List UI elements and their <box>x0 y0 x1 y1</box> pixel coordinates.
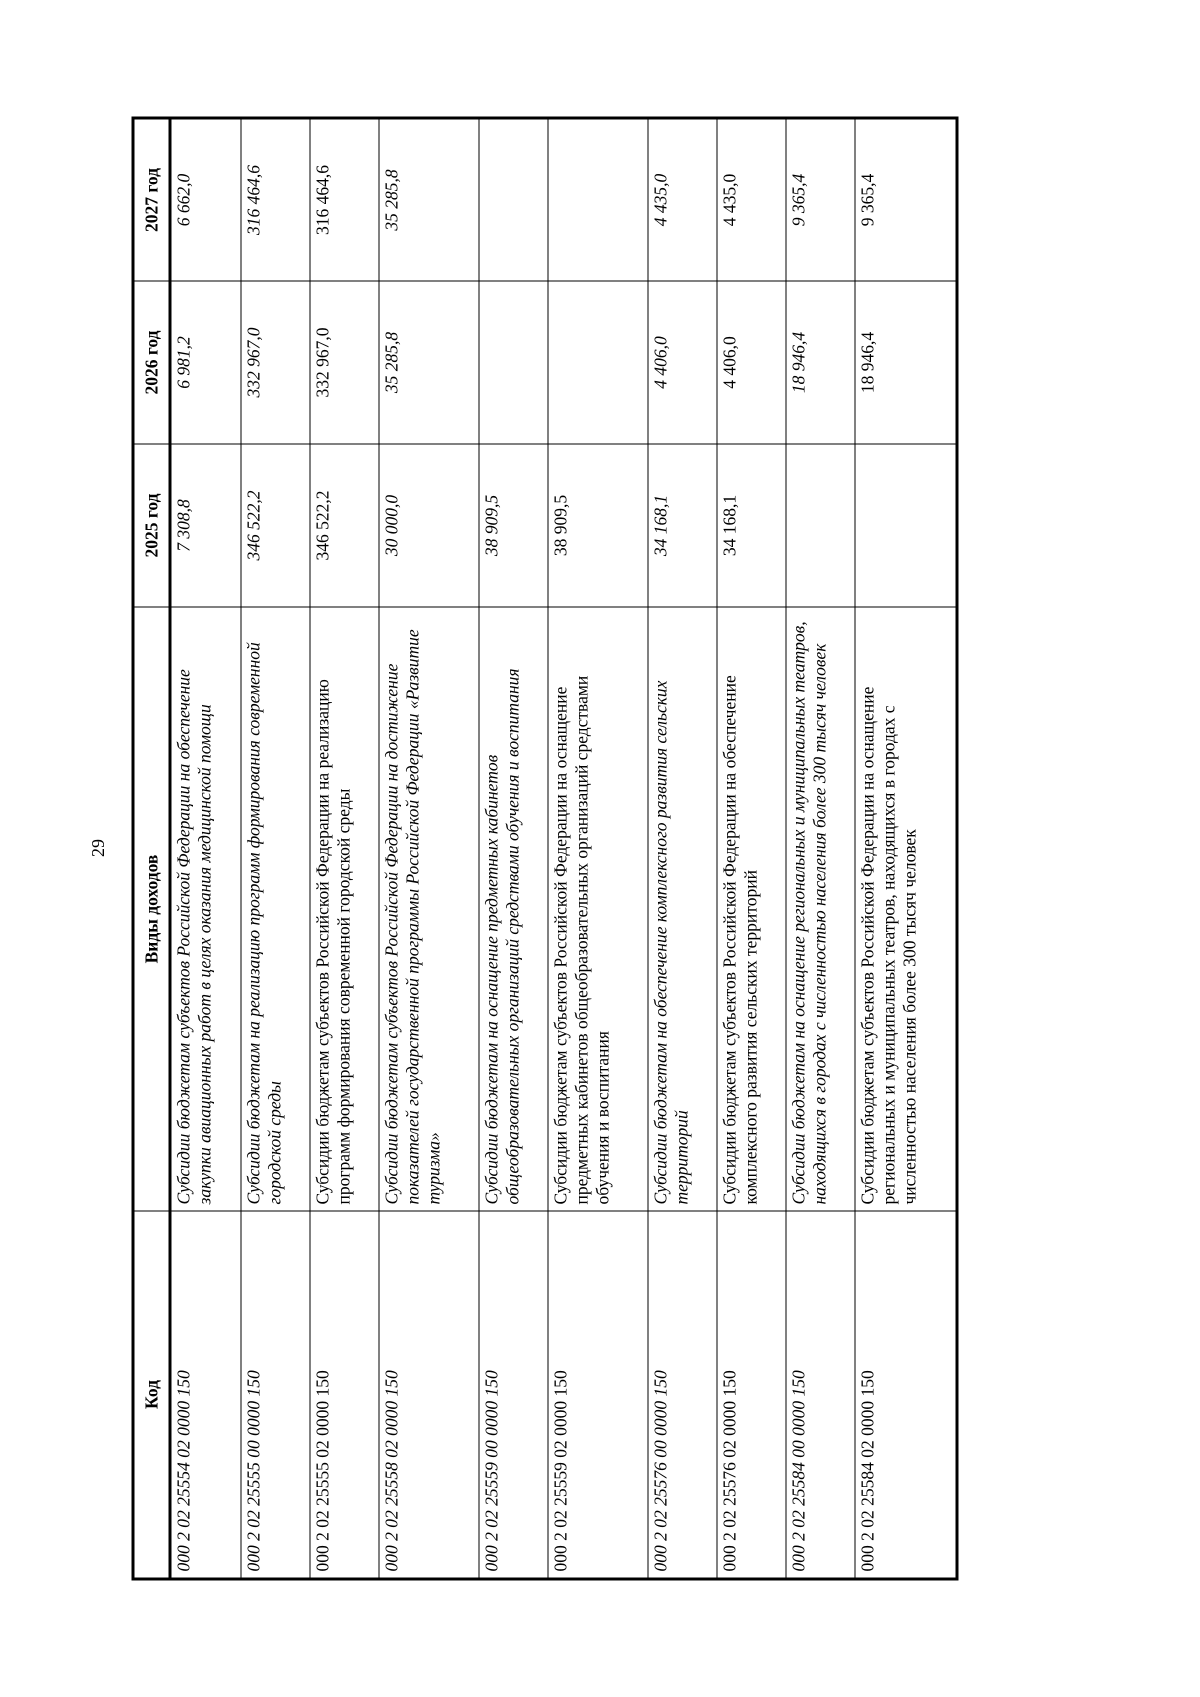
cell-2027: 316 464,6 <box>241 118 310 281</box>
cell-2026: 332 967,0 <box>241 281 310 444</box>
table-row <box>379 118 479 1579</box>
cell-code: 000 2 02 25555 00 0000 150 <box>241 1211 310 1579</box>
cell-2026: 35 285,8 <box>379 281 479 444</box>
cell-2027: 4 435,0 <box>717 118 786 281</box>
cell-2026 <box>479 281 548 444</box>
cell-2026: 4 406,0 <box>648 281 717 444</box>
table-row <box>855 118 957 1579</box>
cell-description: Субсидии бюджетам субъектов Российской Федерации на достижение показателей государственной программы Российской Федерации «Развитие туризма» <box>379 607 479 1211</box>
table-row <box>548 118 648 1579</box>
cell-code: 000 2 02 25555 02 0000 150 <box>310 1211 379 1579</box>
cell-2026 <box>548 281 648 444</box>
cell-2025: 7 308,8 <box>170 444 241 607</box>
cell-code: 000 2 02 25584 02 0000 150 <box>855 1211 957 1579</box>
header-description: Виды доходов <box>133 607 170 1211</box>
cell-description: Субсидии бюджетам на оснащение региональных и муниципальных театров, находящихся в городах с численностью населения более 300 тысяч человек <box>786 607 855 1211</box>
cell-2026: 6 981,2 <box>170 281 241 444</box>
revenue-table-container <box>132 119 959 1581</box>
cell-description: Субсидии бюджетам на оснащение предметных кабинетов общеобразовательных организаций средствами обучения и воспитания <box>479 607 548 1211</box>
table-row <box>479 118 548 1579</box>
header-2025: 2025 год <box>133 444 170 607</box>
cell-2026: 4 406,0 <box>717 281 786 444</box>
cell-code: 000 2 02 25559 00 0000 150 <box>479 1211 548 1579</box>
cell-2025: 34 168,1 <box>648 444 717 607</box>
cell-code: 000 2 02 25554 02 0000 150 <box>170 1211 241 1579</box>
cell-description: Субсидии бюджетам субъектов Российской Федерации на реализацию программ формирования современной городской среды <box>310 607 379 1211</box>
cell-code: 000 2 02 25559 02 0000 150 <box>548 1211 648 1579</box>
header-code: Код <box>133 1211 170 1579</box>
cell-2025: 30 000,0 <box>379 444 479 607</box>
page-number: 29 <box>88 839 108 857</box>
cell-description: Субсидии бюджетам субъектов Российской Федерации на оснащение региональных и муниципальных театров, находящихся в городах с численностью населения более 300 тысяч человек <box>855 607 957 1211</box>
cell-2025: 38 909,5 <box>548 444 648 607</box>
cell-description: Субсидии бюджетам на обеспечение комплексного развития сельских территорий <box>648 607 717 1211</box>
cell-2027: 35 285,8 <box>379 118 479 281</box>
cell-code: 000 2 02 25584 00 0000 150 <box>786 1211 855 1579</box>
cell-2025: 38 909,5 <box>479 444 548 607</box>
cell-2026: 332 967,0 <box>310 281 379 444</box>
cell-2027: 9 365,4 <box>786 118 855 281</box>
cell-2027: 316 464,6 <box>310 118 379 281</box>
cell-2025: 34 168,1 <box>717 444 786 607</box>
table-row <box>717 118 786 1579</box>
revenue-table <box>132 117 959 1581</box>
cell-description: Субсидии бюджетам на реализацию программ формирования современной городской среды <box>241 607 310 1211</box>
table-row <box>648 118 717 1579</box>
cell-2027 <box>479 118 548 281</box>
cell-2026: 18 946,4 <box>855 281 957 444</box>
cell-code: 000 2 02 25558 02 0000 150 <box>379 1211 479 1579</box>
cell-description: Субсидии бюджетам субъектов Российской Федерации на обеспечение закупки авиационных работ в целях оказания медицинской помощи <box>170 607 241 1211</box>
cell-2027: 9 365,4 <box>855 118 957 281</box>
table-row <box>310 118 379 1579</box>
cell-2025: 346 522,2 <box>310 444 379 607</box>
cell-code: 000 2 02 25576 00 0000 150 <box>648 1211 717 1579</box>
cell-code: 000 2 02 25576 02 0000 150 <box>717 1211 786 1579</box>
cell-description: Субсидии бюджетам субъектов Российской Федерации на оснащение предметных кабинетов общеобразовательных организаций средствами обучения и воспитания <box>548 607 648 1211</box>
header-2027: 2027 год <box>133 118 170 281</box>
cell-2026: 18 946,4 <box>786 281 855 444</box>
header-2026: 2026 год <box>133 281 170 444</box>
cell-2027 <box>548 118 648 281</box>
table-row <box>241 118 310 1579</box>
cell-2027: 4 435,0 <box>648 118 717 281</box>
table-row <box>170 118 241 1579</box>
cell-2025 <box>855 444 957 607</box>
cell-description: Субсидии бюджетам субъектов Российской Федерации на обеспечение комплексного развития сельских территорий <box>717 607 786 1211</box>
table-header-row <box>133 118 170 1579</box>
cell-2025 <box>786 444 855 607</box>
cell-2025: 346 522,2 <box>241 444 310 607</box>
table-row <box>786 118 855 1579</box>
cell-2027: 6 662,0 <box>170 118 241 281</box>
